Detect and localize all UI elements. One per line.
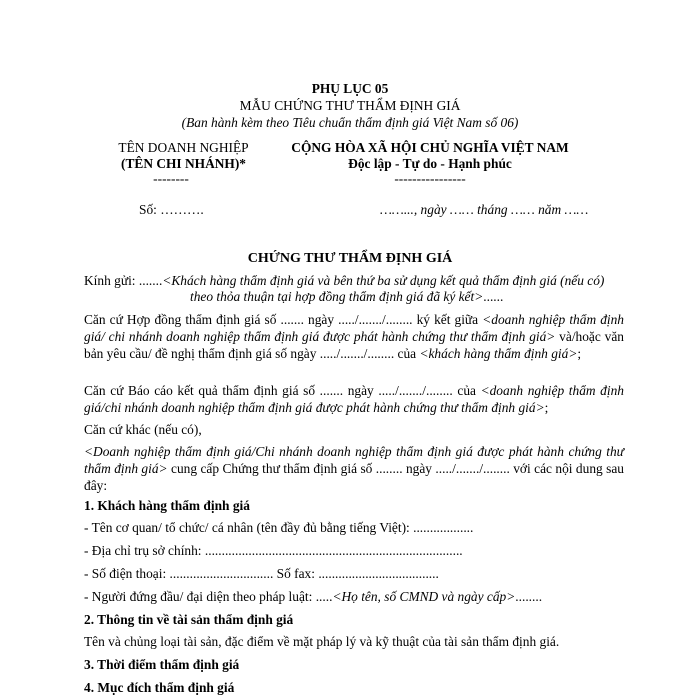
branch-name: (TÊN CHI NHÁNH)* — [121, 156, 246, 171]
customer-name-line: - Tên cơ quan/ tổ chức/ cá nhân (tên đầy đủ bằng tiếng Việt): .................. — [84, 520, 474, 535]
document-number — [139, 201, 204, 218]
form-title: MẪU CHỨNG THƯ THẨM ĐỊNH GIÁ — [239, 98, 461, 113]
salutation-line-1 — [84, 272, 604, 289]
representative-suffix: ........ — [515, 589, 543, 604]
salutation-suffix: ...... — [483, 289, 504, 304]
company-name: TÊN DOANH NGHIỆP — [118, 140, 249, 155]
basis-contract-text-1: Căn cứ Hợp đồng thẩm định giá số ....... ngày ...../......./........ ký kết giữa — [84, 312, 483, 327]
issuer-text: cung cấp Chứng thư thẩm định giá số ........ ngày ...../......./........ với các nội dung sau đây: — [84, 461, 624, 493]
salutation-prefix: Kính gửi: ....... — [84, 273, 163, 288]
basis-report-party: <doanh nghiệp thẩm định giá/chi nhánh doanh nghiệp thẩm định giá được phát hành chứng thư thẩm định giá> — [84, 383, 624, 415]
basis-contract-end: ; — [577, 346, 582, 361]
left-rule: -------- — [153, 171, 189, 186]
document-number-dots: ………. — [160, 202, 204, 217]
place-date: ……..., ngày …… tháng …… năm …… — [380, 202, 589, 217]
salutation-agreement: theo thỏa thuận tại hợp đồng thẩm định giá đã ký kết> — [190, 289, 484, 304]
asset-info-text: Tên và chủng loại tài sản, đặc điểm về mặt pháp lý và kỹ thuật của tài sản thẩm định giá. — [84, 634, 560, 649]
basis-contract-paragraph — [84, 311, 624, 362]
section-1-heading: 1. Khách hàng thẩm định giá — [84, 498, 250, 513]
motto: Độc lập - Tự do - Hạnh phúc — [348, 156, 512, 171]
basis-contract-text-2: và/hoặc văn bản yêu cầu/ đề nghị thẩm định giá số ngày ...../......./........ của — [84, 329, 624, 361]
basis-report-paragraph — [84, 382, 624, 416]
customer-address-line: - Địa chỉ trụ sở chính: ............................................................................. — [84, 543, 463, 558]
basis-contract-customer: <khách hàng thẩm định giá> — [419, 346, 578, 361]
representative-prefix: - Người đứng đầu/ đại diện theo pháp luật: ..... — [84, 589, 333, 604]
document-title: CHỨNG THƯ THẨM ĐỊNH GIÁ — [247, 251, 453, 266]
document-number-label: Số: — [139, 202, 161, 217]
issuer-party: <Doanh nghiệp thẩm định giá/Chi nhánh doanh nghiệp thẩm định giá được phát hành chứng thư thẩm định giá> — [84, 444, 624, 476]
salutation-line-2 — [190, 288, 503, 305]
other-basis: Căn cứ khác (nếu có), — [84, 422, 202, 437]
issuer-paragraph — [84, 443, 624, 494]
customer-phone-fax-line: - Số điện thoại: ............................... Số fax: .................................... — [84, 566, 439, 581]
basis-report-text: Căn cứ Báo cáo kết quả thẩm định giá số ....... ngày ...../......./........ của — [84, 383, 481, 398]
section-3-heading: 3. Thời điểm thẩm định giá — [84, 657, 240, 672]
basis-contract-party: <doanh nghiệp thẩm định giá/ chi nhánh doanh nghiệp thẩm định giá được phát hành chứng thư thẩm định giá> — [84, 312, 625, 344]
country-name: CỘNG HÒA XÃ HỘI CHỦ NGHĨA VIỆT NAM — [291, 140, 569, 155]
customer-representative-line — [84, 588, 542, 605]
representative-details: <Họ tên, số CMND và ngày cấp> — [332, 589, 516, 604]
section-2-heading: 2. Thông tin về tài sản thẩm định giá — [84, 612, 294, 627]
salutation-recipient: <Khách hàng thẩm định giá và bên thứ ba sử dụng kết quả thẩm định giá (nếu có) — [162, 273, 605, 288]
appendix-label: PHỤ LỤC 05 — [311, 81, 389, 96]
right-rule: ---------------- — [394, 171, 466, 186]
section-4-heading: 4. Mục đích thẩm định giá — [84, 680, 235, 695]
basis-report-end: ; — [544, 400, 549, 415]
issued-note: (Ban hành kèm theo Tiêu chuẩn thẩm định giá Việt Nam số 06) — [181, 115, 519, 130]
